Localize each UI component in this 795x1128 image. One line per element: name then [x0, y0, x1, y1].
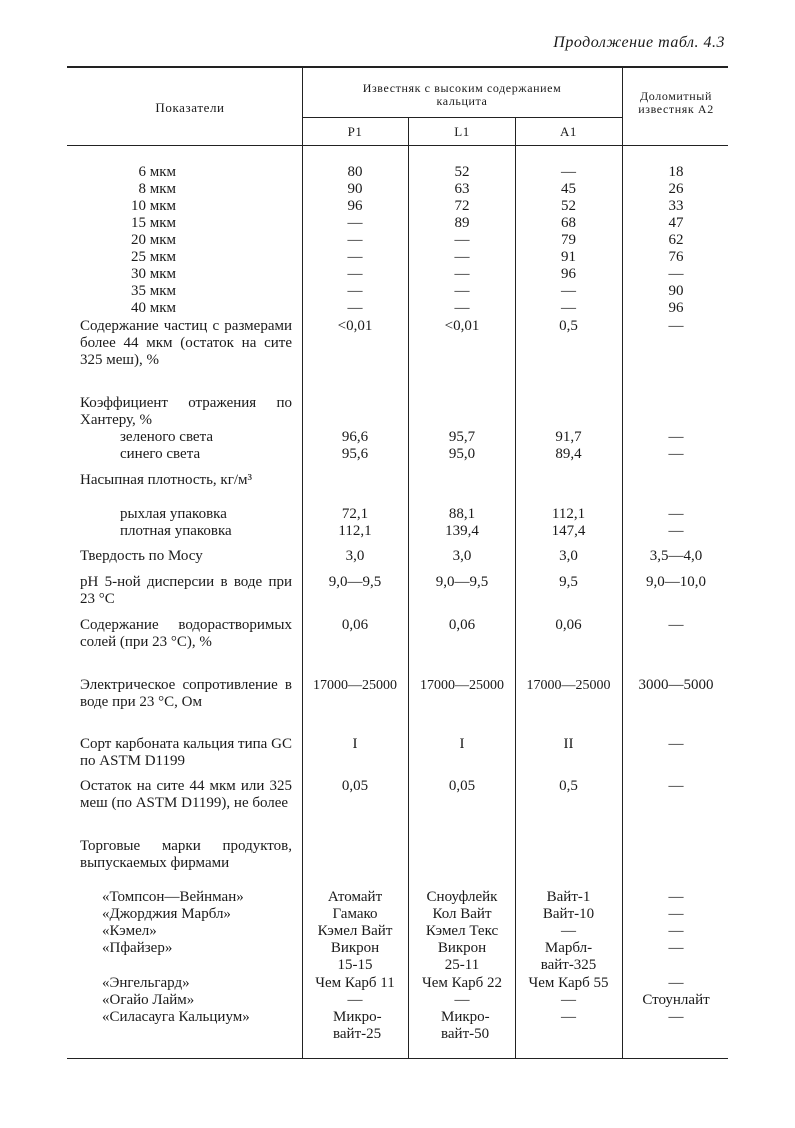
cell-a2: —	[668, 318, 684, 334]
cell-a1: 17000—25000	[526, 678, 611, 693]
cell-a1: 91,7	[555, 429, 582, 445]
cell-l1: Сноуфлейк	[426, 889, 498, 905]
cell-a2: 62	[668, 232, 684, 248]
header-high-calcite: Известняк с высоким содержанием кальцита	[362, 81, 562, 108]
cell-p1: 112,1	[338, 523, 372, 539]
cell-a1: 9,5	[559, 574, 578, 590]
cell-a2: 26	[668, 181, 684, 197]
row-label: Насыпная плотность, кг/м³	[80, 472, 253, 488]
continuation-label: Продолжение табл. 4.3	[553, 34, 725, 51]
row-label: синего света	[120, 446, 201, 462]
cell-l1: —	[454, 992, 470, 1008]
cell-a1: —	[561, 923, 576, 939]
row-label: Остаток на сите 44 мкм или 325 меш (по ASTM D1199), не более	[80, 778, 292, 811]
cell-l1: Кэмел Текс	[425, 923, 499, 939]
row-label: зеленого света	[120, 429, 213, 445]
cell-a1: —	[561, 283, 576, 299]
row-label: Торговые марки продуктов, выпускаемых фирмами	[80, 838, 292, 871]
cell-a2: —	[668, 429, 684, 445]
cell-a1: 89,4	[555, 446, 582, 462]
cell-a1: II	[563, 736, 574, 752]
cell-p1: —	[347, 232, 363, 248]
cell-l1: —	[454, 283, 470, 299]
cell-p1: 9,0—9,5	[328, 574, 382, 590]
header-dolomitic: Доломитный известняк A2	[638, 89, 714, 116]
cell-l1: 17000—25000	[420, 678, 504, 693]
row-label: Содержание частиц с размерами более 44 мкм (остаток на сите 325 меш), %	[80, 318, 292, 368]
row-label: 25 мкм	[130, 249, 176, 265]
cell-a2: —	[668, 923, 684, 939]
cell-a2: 18	[668, 164, 684, 180]
cell-a2: —	[668, 446, 684, 462]
cell-p1: —	[347, 215, 363, 231]
row-label: Сорт карбоната кальция типа GC по ASTM D1199	[80, 736, 292, 769]
cell-a2: 33	[668, 198, 684, 214]
cell-l1: 88,1	[448, 506, 476, 522]
cell-l1: Викрон 25-11	[437, 940, 487, 973]
cell-p1: 95,6	[341, 446, 369, 462]
header-indicators: Показатели	[155, 100, 225, 115]
cell-l1: Чем Карб 22	[422, 975, 502, 991]
row-label: Электрическое сопротивление в воде при 23 °C, Ом	[80, 677, 292, 710]
cell-p1: 3,0	[345, 548, 365, 564]
row-label: 10 мкм	[130, 198, 176, 214]
cell-p1: —	[347, 249, 363, 265]
cell-l1: <0,01	[444, 318, 480, 334]
cell-p1: —	[347, 300, 363, 316]
header-col-p1: P1	[347, 124, 363, 139]
cell-p1: —	[347, 992, 363, 1008]
cell-p1: —	[347, 266, 363, 282]
row-label: Содержание водорастворимых солей (при 23 °C), %	[80, 617, 292, 650]
cell-a2: 90	[668, 283, 684, 299]
cell-l1: 95,7	[448, 429, 476, 445]
row-label: 35 мкм	[130, 283, 176, 299]
cell-p1: Викрон 15-15	[330, 940, 380, 973]
row-label: Твердость по Мосу	[80, 548, 203, 564]
cell-l1: 0,06	[448, 617, 476, 633]
row-label: «Томпсон—Вейнман»	[102, 889, 244, 905]
row-label: 40 мкм	[130, 300, 176, 316]
cell-a1: Вайт-10	[542, 906, 595, 922]
column-rule-4	[622, 68, 623, 1058]
cell-a2: —	[668, 906, 684, 922]
cell-l1: —	[454, 249, 470, 265]
cell-p1: Гамако	[332, 906, 378, 922]
row-label: «Энгельгард»	[102, 975, 190, 991]
cell-a2: —	[668, 617, 684, 633]
row-label: «Джорджия Марбл»	[102, 906, 231, 922]
cell-p1: 0,06	[341, 617, 369, 633]
cell-a2: Стоунлайт	[642, 992, 710, 1008]
cell-a1: 0,06	[555, 617, 582, 633]
cell-p1: Кэмел Вайт	[317, 923, 393, 939]
header-col-a1: A1	[560, 124, 577, 139]
cell-a1: Чем Карб 55	[528, 975, 609, 991]
cell-a2: 3000—5000	[638, 677, 714, 693]
cell-l1: 52	[454, 164, 470, 180]
cell-a2: —	[668, 975, 684, 991]
cell-a2: 47	[668, 215, 684, 231]
row-label: «Кэмел»	[102, 923, 157, 939]
cell-l1: I	[459, 736, 465, 752]
cell-l1: Микро-вайт-50	[441, 1009, 490, 1042]
cell-a2: —	[668, 940, 684, 956]
cell-l1: —	[454, 232, 470, 248]
cell-a2: 76	[668, 249, 684, 265]
row-label: рыхлая упаковка	[120, 506, 227, 522]
row-label: 20 мкм	[130, 232, 176, 248]
cell-a1: Марбл-вайт-325	[540, 940, 597, 973]
cell-l1: 9,0—9,5	[435, 574, 489, 590]
row-label: «Огайо Лайм»	[102, 992, 195, 1008]
cell-a1: 45	[561, 181, 576, 197]
row-label: 6 мкм	[138, 164, 176, 180]
cell-l1: 95,0	[448, 446, 476, 462]
cell-p1: 90	[347, 181, 363, 197]
cell-l1: 89	[454, 215, 470, 231]
row-label: «Силасауга Кальциум»	[102, 1009, 250, 1025]
cell-p1: Чем Карб 11	[315, 975, 395, 991]
cell-a2: 3,5—4,0	[649, 548, 703, 564]
cell-a2: —	[668, 523, 684, 539]
cell-l1: 3,0	[452, 548, 472, 564]
cell-p1: I	[352, 736, 358, 752]
cell-p1: 72,1	[341, 506, 369, 522]
subheader-rule	[302, 117, 622, 118]
cell-a1: Вайт-1	[546, 889, 591, 905]
cell-p1: <0,01	[337, 318, 373, 334]
cell-l1: 139,4	[445, 523, 479, 539]
cell-l1: 72	[454, 198, 470, 214]
row-label: «Пфайзер»	[102, 940, 173, 956]
cell-l1: —	[454, 300, 470, 316]
cell-a2: 96	[668, 300, 684, 316]
cell-a2: 9,0—10,0	[646, 574, 706, 590]
cell-p1: 0,05	[341, 778, 369, 794]
cell-l1: 63	[454, 181, 470, 197]
cell-a1: 91	[561, 249, 576, 265]
cell-a2: —	[668, 889, 684, 905]
cell-a2: —	[668, 266, 684, 282]
cell-a2: —	[668, 778, 684, 794]
cell-a1: —	[561, 1009, 576, 1025]
row-label: Коэффициент отражения по Хантеру, %	[80, 395, 292, 428]
cell-p1: 96	[347, 198, 363, 214]
cell-a1: —	[561, 164, 576, 180]
row-label: 8 мкм	[138, 181, 176, 197]
header-bottom-rule	[67, 145, 728, 146]
cell-a1: 3,0	[559, 548, 578, 564]
cell-p1: 80	[347, 164, 363, 180]
cell-a1: —	[561, 300, 576, 316]
cell-p1: Микро-вайт-25	[333, 1009, 382, 1042]
cell-l1: Кол Вайт	[432, 906, 492, 922]
cell-a1: 96	[561, 266, 576, 282]
cell-l1: —	[454, 266, 470, 282]
cell-a1: 112,1	[551, 506, 586, 522]
cell-l1: 0,05	[448, 778, 476, 794]
cell-a1: 0,5	[559, 778, 578, 794]
row-label: плотная упаковка	[120, 523, 232, 539]
row-label: 30 мкм	[130, 266, 176, 282]
cell-p1: —	[347, 283, 363, 299]
cell-a1: 68	[561, 215, 576, 231]
cell-a1: 0,5	[559, 318, 578, 334]
cell-a1: —	[561, 992, 576, 1008]
row-label: pH 5-ной дисперсии в воде при 23 °C	[80, 574, 292, 607]
cell-p1: 17000—25000	[313, 678, 397, 693]
header-col-l1: L1	[454, 124, 470, 139]
cell-a2: —	[668, 506, 684, 522]
cell-p1: Атомайт	[327, 889, 383, 905]
row-label: 15 мкм	[130, 215, 176, 231]
cell-a2: —	[668, 736, 684, 752]
cell-a1: 147,4	[551, 523, 586, 539]
cell-a1: 79	[561, 232, 576, 248]
table-bottom-rule	[67, 1058, 728, 1059]
cell-a1: 52	[561, 198, 576, 214]
cell-p1: 96,6	[341, 429, 369, 445]
cell-a2: —	[668, 1009, 684, 1025]
table-top-rule	[67, 66, 728, 68]
